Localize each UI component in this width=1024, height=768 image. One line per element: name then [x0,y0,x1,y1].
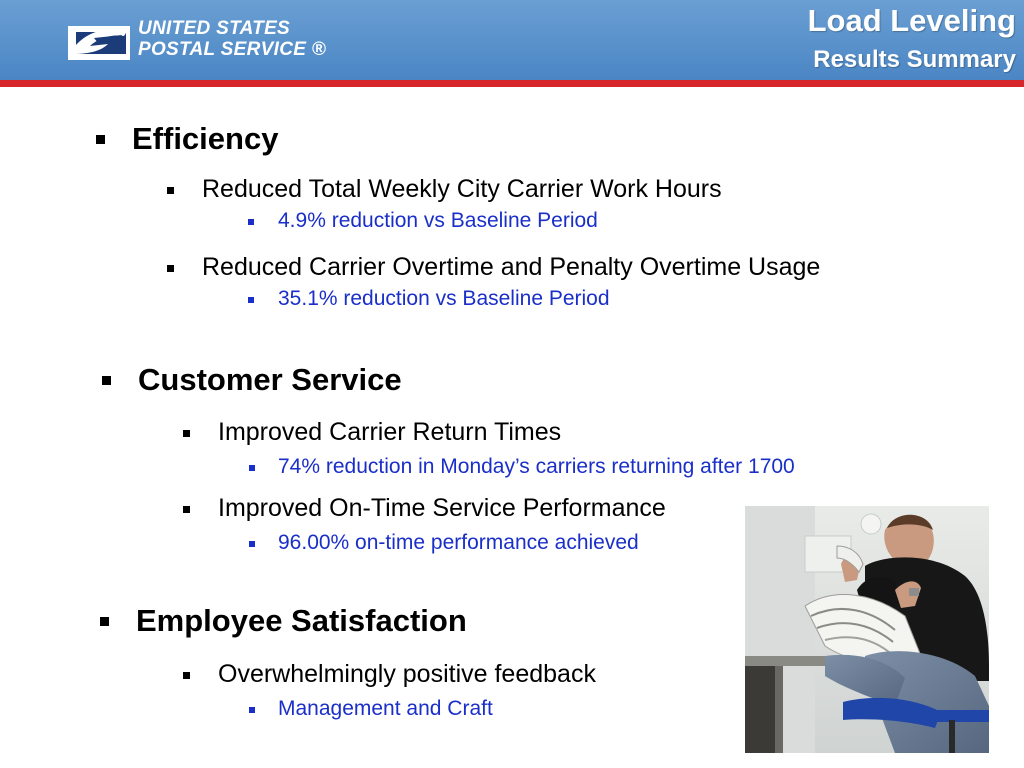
square-bullet-icon [167,187,174,194]
bullet-detail: 96.00% on-time performance achieved [278,531,639,554]
square-bullet-icon [183,506,190,513]
square-bullet-icon [96,135,105,144]
bullet-detail: 74% reduction in Monday’s carriers returning after 1700 [278,455,795,478]
square-bullet-icon [183,430,190,437]
man-reading-newspaper-photo [745,506,989,753]
slide-subtitle: Results Summary [813,46,1016,73]
logo-line-1: UNITED STATES [138,18,291,39]
square-bullet-icon [248,219,254,225]
slide-title: Load Leveling [807,3,1016,38]
square-bullet-icon [167,265,174,272]
bullet-item: Improved On-Time Service Performance [218,494,666,522]
bullet-item: Overwhelmingly positive feedback [218,660,596,688]
square-bullet-icon [249,465,255,471]
section-heading-employee-satisfaction: Employee Satisfaction [136,603,467,638]
logo-wordmark [138,18,326,60]
square-bullet-icon [249,707,255,713]
bullet-detail: 4.9% reduction vs Baseline Period [278,209,598,232]
section-heading-efficiency: Efficiency [132,121,279,156]
bullet-detail: Management and Craft [278,697,493,720]
square-bullet-icon [183,672,190,679]
square-bullet-icon [248,297,254,303]
bullet-item: Improved Carrier Return Times [218,418,562,446]
bullet-item: Reduced Carrier Overtime and Penalty Overtime Usage [202,253,821,281]
section-heading-customer-service: Customer Service [138,362,402,397]
logo-line-2: POSTAL SERVICE ® [138,39,327,60]
header-bar [0,0,1024,80]
bullet-detail: 35.1% reduction vs Baseline Period [278,287,610,310]
square-bullet-icon [100,617,109,626]
square-bullet-icon [102,376,111,385]
square-bullet-icon [249,541,255,547]
bullet-item: Reduced Total Weekly City Carrier Work Hours [202,175,722,203]
header-divider [0,80,1024,87]
